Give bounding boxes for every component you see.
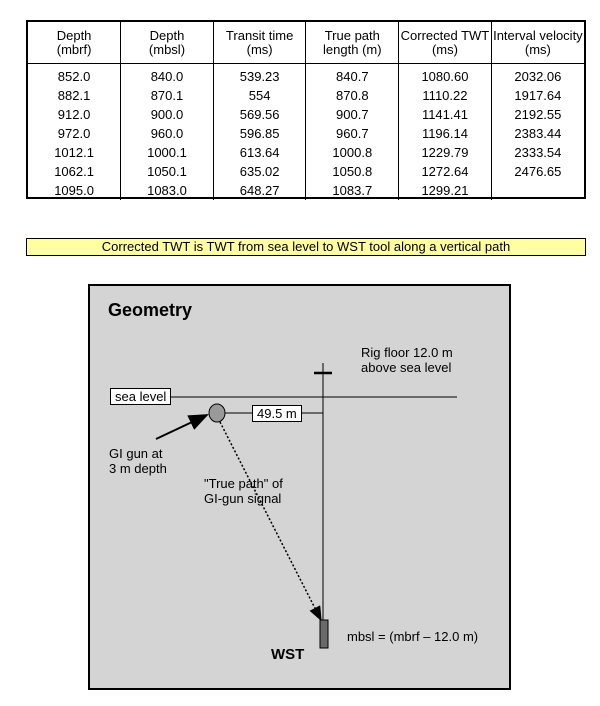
cell-interval-velocity: 2032.06: [491, 64, 584, 87]
wst-label: WST: [271, 646, 305, 663]
sea-level-label: sea level: [110, 388, 171, 405]
rig-floor-label: Rig floor 12.0 m above sea level: [361, 345, 453, 375]
cell-transit-time: 569.56: [213, 105, 306, 124]
cell-depth-mbsl: 900.0: [121, 105, 214, 124]
col-header-depth-mbsl: Depth (mbsl): [121, 22, 214, 64]
cell-corrected-twt: 1196.14: [399, 124, 492, 143]
cell-depth-mbsl: 840.0: [121, 64, 214, 87]
cell-interval-velocity: 2383.44: [491, 124, 584, 143]
cell-transit-time: 596.85: [213, 124, 306, 143]
geometry-panel: [88, 284, 511, 690]
wst-tool-icon: [320, 620, 328, 648]
cell-depth-mbrf: 912.0: [57, 106, 91, 122]
cell-corrected-twt: 1141.41: [399, 105, 492, 124]
table-row: [28, 86, 584, 105]
cell-depth-mbrf: 1062.1: [54, 163, 94, 179]
cell-interval-velocity: 2476.65: [491, 162, 584, 181]
table-row: [28, 181, 584, 200]
offset-label: 49.5 m: [252, 405, 302, 422]
table-row: [28, 64, 584, 87]
cell-depth-mbrf: 852.0: [57, 68, 91, 84]
cell-interval-velocity: 2333.54: [491, 143, 584, 162]
cell-depth-mbrf: 972.0: [57, 125, 91, 141]
cell-depth-mbsl: 870.1: [121, 86, 214, 105]
cell-corrected-twt: 1080.60: [399, 64, 492, 87]
vsp-data-table: [26, 20, 586, 199]
cell-interval-velocity: 1917.64: [491, 86, 584, 105]
gi-gun-icon: [209, 404, 225, 422]
col-header-depth-mbrf: Depth (mbrf): [28, 22, 121, 64]
cell-transit-time: 539.23: [213, 64, 306, 87]
col-header-corrected-twt: Corrected TWT (ms): [399, 22, 492, 64]
table-row: [28, 105, 584, 124]
cell-transit-time: 635.02: [213, 162, 306, 181]
cell-true-path: 840.7: [306, 64, 399, 87]
cell-depth-mbrf: 1095.0: [54, 182, 94, 198]
cell-transit-time: 554: [213, 86, 306, 105]
cell-depth-mbsl: 960.0: [121, 124, 214, 143]
cell-true-path: 1050.8: [306, 162, 399, 181]
col-header-interval-velocity: Interval velocity (ms): [491, 22, 584, 64]
table-header-row: [28, 22, 584, 64]
cell-depth-mbsl: 1050.1: [121, 162, 214, 181]
cell-interval-velocity: 2192.55: [491, 105, 584, 124]
gun-depth-label: GI gun at 3 m depth: [109, 446, 167, 476]
cell-transit-time: 648.27: [213, 181, 306, 200]
table-row: [28, 124, 584, 143]
cell-corrected-twt: 1229.79: [399, 143, 492, 162]
cell-corrected-twt: 1110.22: [399, 86, 492, 105]
table-row: [28, 143, 584, 162]
cell-interval-velocity: [491, 181, 584, 200]
cell-true-path: 900.7: [306, 105, 399, 124]
cell-depth-mbsl: 1000.1: [121, 143, 214, 162]
cell-corrected-twt: 1299.21: [399, 181, 492, 200]
mbsl-formula: mbsl = (mbrf – 12.0 m): [347, 629, 479, 644]
gun-pointer-arrow: [156, 415, 207, 439]
cell-depth-mbrf: 882.1: [57, 87, 91, 103]
vsp-table: [28, 22, 584, 200]
geometry-title: Geometry: [108, 300, 193, 320]
cell-true-path: 960.7: [306, 124, 399, 143]
cell-true-path: 870.8: [306, 86, 399, 105]
col-header-true-path: True path length (m): [306, 22, 399, 64]
true-path-line: [220, 422, 321, 620]
true-path-label: "True path" of GI-gun signal: [204, 476, 283, 506]
table-row: [28, 162, 584, 181]
cell-depth-mbsl: 1083.0: [121, 181, 214, 200]
cell-true-path: 1000.8: [306, 143, 399, 162]
cell-true-path: 1083.7: [306, 181, 399, 200]
col-header-transit-time: Transit time (ms): [213, 22, 306, 64]
cell-transit-time: 613.64: [213, 143, 306, 162]
cell-corrected-twt: 1272.64: [399, 162, 492, 181]
cell-depth-mbrf: 1012.1: [54, 144, 94, 160]
table-body: [28, 64, 584, 201]
twt-note: Corrected TWT is TWT from sea level to WST tool along a vertical path: [26, 238, 586, 256]
